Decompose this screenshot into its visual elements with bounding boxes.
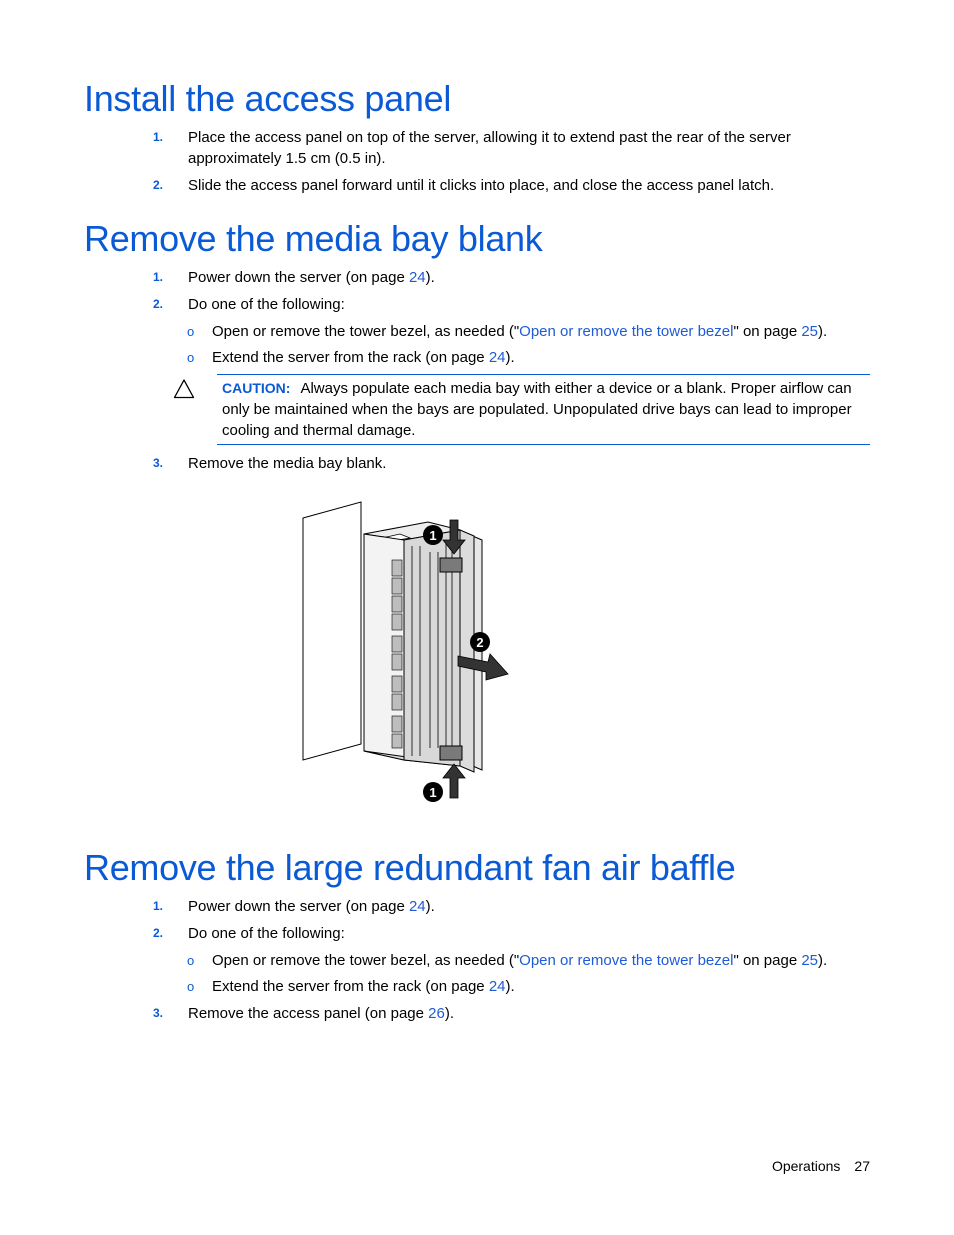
bullet-text-pre: Extend the server from the rack (on page [212, 349, 489, 366]
bullet-marker: o [187, 324, 195, 339]
bullet-text [212, 976, 515, 997]
bullet-marker: o [187, 350, 195, 365]
footer-section-name: Operations [771, 1158, 841, 1174]
callout-1-label: 1 [429, 528, 437, 543]
step-text [188, 267, 435, 288]
heading-install-access-panel: Install the access panel [84, 78, 452, 119]
bullet-text-post: ). [505, 349, 515, 366]
callout-2-label: 2 [476, 635, 484, 650]
page-link[interactable]: 26 [428, 1005, 445, 1022]
server-side-panel [303, 502, 361, 760]
step-number: 1. [153, 130, 164, 144]
page-link[interactable]: 24 [408, 898, 426, 915]
bullet-text-mid: " on page [733, 323, 802, 340]
heading-remove-fan-air-baffle: Remove the large redundant fan air baffle [84, 847, 736, 888]
step-text-continued: approximately 1.5 cm (0.5 in). [188, 150, 386, 167]
bullet-text [212, 347, 515, 368]
caution-text [222, 378, 868, 441]
bullet-text-mid: " on page [733, 952, 802, 969]
page-link[interactable]: 25 [801, 952, 819, 969]
cross-reference-link[interactable]: Open or remove the tower bezel [519, 323, 734, 340]
page-link[interactable]: 24 [488, 349, 506, 366]
step-text: Remove the media bay blank. [188, 455, 387, 472]
page-number: 27 [854, 1158, 870, 1174]
bullet-marker: o [187, 953, 195, 968]
bullet-text-pre: Extend the server from the rack (on page [212, 978, 489, 995]
cross-reference-link[interactable]: Open or remove the tower bezel [519, 952, 734, 969]
media-bay-blank-illustration [300, 498, 515, 808]
step-number: 3. [153, 456, 164, 470]
bullet-text-post: ). [818, 323, 828, 340]
step-text: Do one of the following: [188, 925, 345, 942]
bottom-latch [440, 746, 462, 760]
step-text [188, 896, 435, 917]
caution-box [217, 374, 870, 445]
step-number: 2. [153, 178, 164, 192]
page-link[interactable]: 25 [801, 323, 819, 340]
caution-label: CAUTION: [222, 380, 291, 396]
step-text-post: ). [425, 269, 435, 286]
page-footer [772, 1158, 870, 1174]
bullet-text [212, 321, 827, 342]
step-text-post: ). [444, 1005, 455, 1022]
heading-remove-media-bay-blank: Remove the media bay blank [84, 218, 543, 259]
step-text [188, 1003, 454, 1024]
step-text: Place the access panel on top of the server, allowing it to extend past the rear of the server [188, 129, 791, 146]
caution-triangle-icon [173, 378, 195, 400]
step-number: 2. [153, 297, 164, 311]
step-text: Do one of the following: [188, 296, 345, 313]
step-number: 1. [153, 270, 164, 284]
bullet-marker: o [187, 979, 195, 994]
step-number: 3. [153, 1006, 164, 1020]
page-link[interactable]: 24 [488, 978, 506, 995]
bullet-text [212, 950, 827, 971]
step-text-pre: Remove the access panel (on page [188, 1005, 429, 1022]
callout-1-label: 1 [429, 785, 437, 800]
step-text-post: ). [425, 898, 435, 915]
page-link[interactable]: 24 [408, 269, 426, 286]
bullet-text-pre: Open or remove the tower bezel, as needed (" [212, 323, 520, 340]
step-number: 1. [153, 899, 164, 913]
top-latch [440, 558, 462, 572]
caution-message: Always populate each media bay with either a device or a blank. Proper airflow can only be maintained when the bays are populated. Unpopulated drive bays can lead to improper cooling and thermal damage. [222, 380, 852, 439]
bullet-text-post: ). [505, 978, 515, 995]
bullet-text-pre: Open or remove the tower bezel, as needed (" [212, 952, 520, 969]
bullet-text-post: ). [818, 952, 828, 969]
step-text-pre: Power down the server (on page [188, 269, 409, 286]
arrow-up-icon [443, 764, 465, 798]
step-number: 2. [153, 926, 164, 940]
step-text: Slide the access panel forward until it clicks into place, and close the access panel latch. [188, 177, 775, 194]
step-text-pre: Power down the server (on page [188, 898, 409, 915]
